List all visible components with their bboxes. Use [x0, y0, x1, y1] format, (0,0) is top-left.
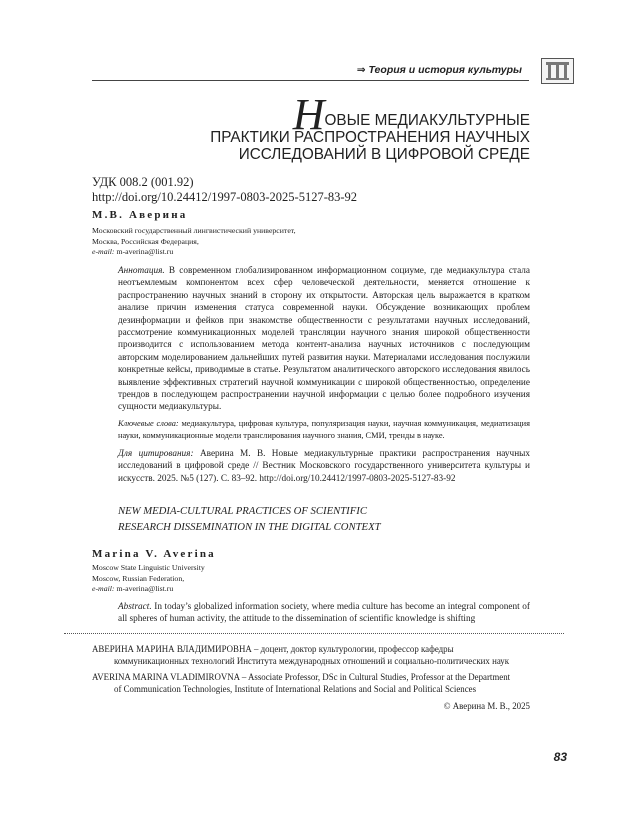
abstract-ru-text: В современном глобализированном информационном социуме, где медиакультура стала неотъемлемым компонентом всех сфер человеческой деятельности, меняется отношение к распространению научных знаний в сторону их открытости. Авторская цель выражается в кратком анализе причин изменения статуса современной науки. Обсуждение возникающих проблем дезинформации и фейков при знакомстве общественности с результатами научных исследований, рассмотрение коммуникационных моделей трансляции научного знания широкой общественности производится с использованием метода контент-анализа научных источников с последующим авторским моделированием дальнейших путей развития науки. Материалами исследования послужили конкретные кейсы, приводимые в статье. Результатом аналитического авторского исследования явилось выявление эффективных стратегий научной коммуникации с широкой общественностью, определение трендов в последующем распространении научной информации с целью более подробного изучения сущности медиакультуры.: [118, 266, 530, 413]
udk: УДК 008.2 (001.92): [92, 175, 194, 189]
running-header: [357, 64, 522, 76]
author-affiliation-ru: Московский государственный лингвистический университет, Москва, Российская Федерация, e-mail: m-averina@list.ru: [92, 226, 296, 257]
footnote-en: AVERINA MARINA VLADIMIROVNA – Associate Professor, DSc in Cultural Studies, Professor at the Department of Communication Technologies, Institute of International Relations and Social and Political Sciences: [92, 672, 511, 694]
section-title: Теория и история культуры: [368, 64, 522, 76]
title-line-1: ОВЫЕ МЕДИАКУЛЬТУРНЫЕ: [324, 112, 530, 129]
title-en-line-1: NEW MEDIA-CULTURAL PRACTICES OF SCIENTIFIC: [118, 505, 367, 517]
abstract-ru-label: Аннотация.: [118, 266, 165, 276]
title-en-line-2: RESEARCH DISSEMINATION IN THE DIGITAL CONTEXT: [118, 521, 381, 533]
abstract-ru: [118, 265, 530, 414]
arrow-icon: ⇒: [356, 64, 366, 76]
author-email-en: m-averina@list.ru: [116, 584, 174, 594]
citation-ru: [118, 448, 530, 485]
citation-ru-label: Для цитирования:: [118, 449, 194, 459]
title-line-3: ИССЛЕДОВАНИЙ В ЦИФРОВОЙ СРЕДЕ: [238, 145, 530, 163]
column-logo-icon: [541, 58, 574, 84]
keywords-ru-label: Ключевые слова:: [118, 419, 179, 428]
footnote-ru: АВЕРИНА МАРИНА ВЛАДИМИРОВНА – доцент, доктор культурологии, профессор кафедры коммуникационных технологий Института международных отношений и социально-политических наук: [92, 644, 510, 666]
copyright: © Аверина М. В., 2025: [443, 701, 530, 711]
title-line-2: ПРАКТИКИ РАСПРОСТРАНЕНИЯ НАУЧНЫХ: [210, 129, 530, 146]
abstract-en-text: In today’s globalized information society, where media culture has become an integral component of all spheres of human activity, the attitude to the dissemination of scientific knowledge is shifting: [118, 602, 531, 625]
abstract-en: [118, 601, 530, 626]
footnote-divider: [64, 633, 564, 634]
citation-ru-text: Аверина М. В. Новые медиакультурные практики распространения научных исследований в цифровой среде // Вестник Московского государственного университета культуры и искусств. 2025. №5 (127). С. 83–92. http://doi.org/10.24412/1997-0803-2025-5127-83-92: [118, 449, 530, 484]
abstract-en-label: Abstract.: [118, 602, 152, 612]
header-rule: [92, 80, 529, 81]
page-number: 83: [553, 750, 567, 764]
author-affiliation-en: Moscow State Linguistic University Moscow, Russian Federation, e-mail: m-averina@list.ru: [92, 563, 205, 594]
keywords-ru: [118, 418, 530, 443]
title-dropcap: Н: [292, 90, 325, 139]
author-email-ru: m-averina@list.ru: [116, 247, 174, 257]
doi: http://doi.org/10.24412/1997-0803-2025-5127-83-92: [92, 190, 358, 204]
keywords-ru-text: медиакультура, цифровая культура, популяризация науки, научная коммуникация, медиатизация науки, коммуникационные модели транслирования научного знания, СМИ, тренды в науке.: [118, 419, 530, 441]
author-name-en: Marina V. Averina: [92, 548, 216, 560]
author-name-ru: М.В. Аверина: [92, 209, 188, 221]
article-title: [210, 90, 530, 163]
